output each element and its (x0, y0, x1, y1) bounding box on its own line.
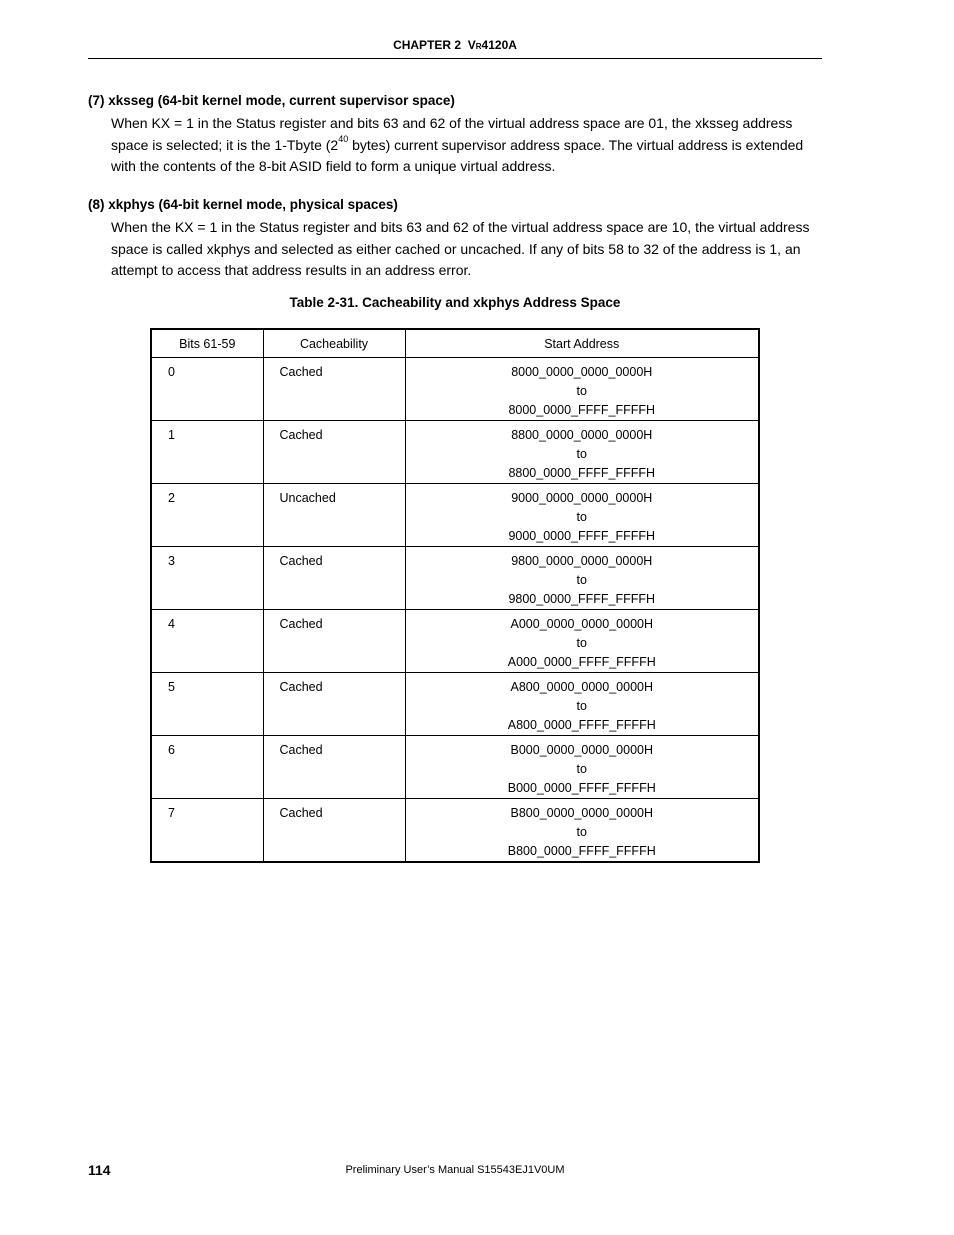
page-number: 114 (88, 1162, 111, 1178)
table-row (151, 358, 759, 421)
section-7-line-2: space is selected; it is the 1-Tbyte ($2^{40}$ bytes) current supervisor address space. The virtual address is extended (111, 133, 804, 153)
section-8-heading: (8) xkphys (64-bit kernel mode, physical spaces) (88, 197, 398, 212)
address-cell: 8800_0000_0000_0000H to 8800_0000_FFFF_FFFFH (405, 421, 759, 484)
chapter-label: CHAPTER 2 (393, 38, 462, 52)
section-8-body (111, 217, 823, 282)
section-8-line-1: When the KX = 1 in the Status register and bits 63 and 62 of the virtual address space are 10, the virtual address (111, 219, 810, 235)
header-rule (88, 58, 822, 59)
bits-cell: 0 (151, 358, 263, 421)
address-cell: B000_0000_0000_0000H to B000_0000_FFFF_FFFFH (405, 736, 759, 799)
table-row (151, 736, 759, 799)
address-cell: 8000_0000_0000_0000H to 8000_0000_FFFF_FFFFH (405, 358, 759, 421)
cacheability-cell: Cached (263, 610, 405, 673)
table-row (151, 484, 759, 547)
bits-cell: 2 (151, 484, 263, 547)
running-header (88, 38, 822, 52)
table-row (151, 547, 759, 610)
section-7-body (111, 113, 823, 178)
column-header-cacheability: Cacheability (263, 329, 405, 358)
bits-cell: 5 (151, 673, 263, 736)
table-row (151, 421, 759, 484)
cacheability-cell: Cached (263, 673, 405, 736)
product-name: VR4120A (467, 38, 517, 52)
section-7-line-1: When KX = 1 in the Status register and bits 63 and 62 of the virtual address space are 01, the xksseg address (111, 115, 793, 131)
section-7-heading: (7) xksseg (64-bit kernel mode, current supervisor space) (88, 93, 455, 108)
bits-cell: 1 (151, 421, 263, 484)
cacheability-cell: Uncached (263, 484, 405, 547)
address-cell: 9800_0000_0000_0000H to 9800_0000_FFFF_FFFFH (405, 547, 759, 610)
table-caption: Table 2-31. Cacheability and xkphys Address Space (289, 295, 621, 310)
table-row (151, 799, 759, 863)
column-header-start-address: Start Address (405, 329, 759, 358)
table-row (151, 673, 759, 736)
section-7-line-3: with the contents of the 8-bit ASID field to form a unique virtual address. (111, 158, 556, 174)
table-header-row (151, 329, 759, 358)
bits-cell: 6 (151, 736, 263, 799)
section-8-line-3: attempt to access that address results in an address error. (111, 262, 472, 278)
bits-cell: 7 (151, 799, 263, 863)
cacheability-cell: Cached (263, 736, 405, 799)
cacheability-cell: Cached (263, 421, 405, 484)
table-row (151, 610, 759, 673)
cacheability-cell: Cached (263, 358, 405, 421)
address-cell: B800_0000_0000_0000H to B800_0000_FFFF_FFFFH (405, 799, 759, 863)
address-cell: A800_0000_0000_0000H to A800_0000_FFFF_FFFFH (405, 673, 759, 736)
address-cell: A000_0000_0000_0000H to A000_0000_FFFF_FFFFH (405, 610, 759, 673)
exponent: 40 (338, 133, 349, 144)
cacheability-cell: Cached (263, 799, 405, 863)
bits-cell: 3 (151, 547, 263, 610)
address-cell: 9000_0000_0000_0000H to 9000_0000_FFFF_FFFFH (405, 484, 759, 547)
bits-cell: 4 (151, 610, 263, 673)
section-8-line-2: space is called xkphys and selected as either cached or uncached. If any of bits 58 to 32 of the address is 1, an (111, 240, 801, 257)
column-header-bits: Bits 61-59 (151, 329, 263, 358)
cacheability-table (150, 328, 760, 863)
manual-title: Preliminary User’s Manual S15543EJ1V0UM (345, 1164, 565, 1176)
cacheability-cell: Cached (263, 547, 405, 610)
